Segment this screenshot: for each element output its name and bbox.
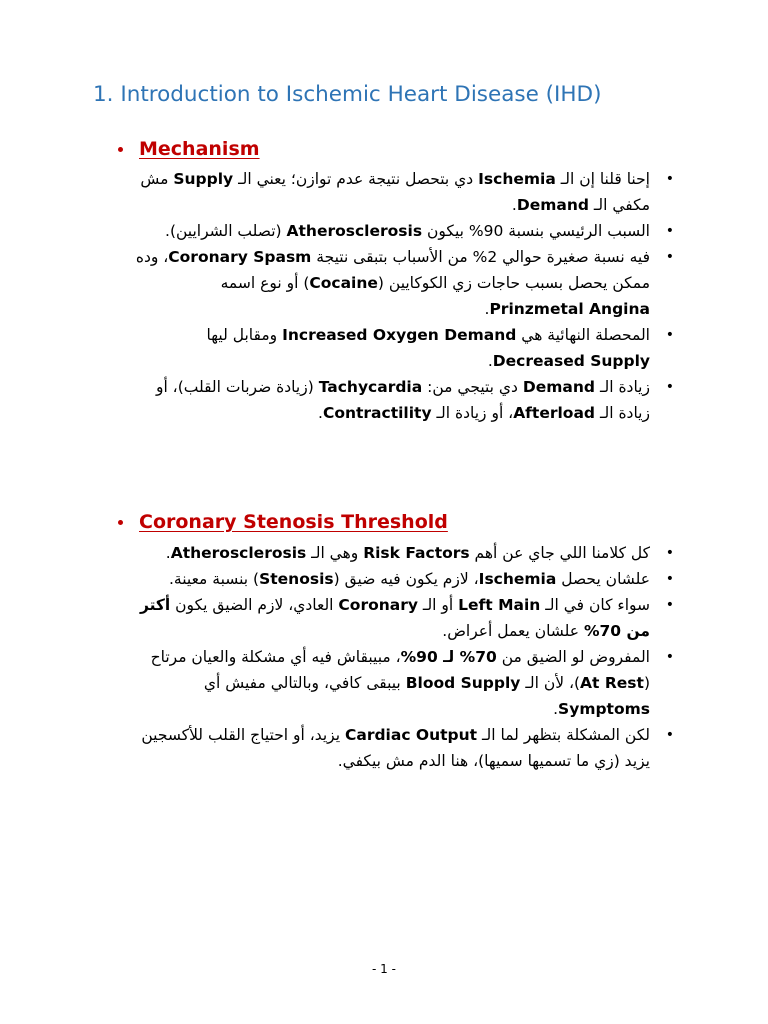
bold-term: Prinzmetal Angina (489, 300, 650, 318)
text-run: العادي، لازم الضيق يكون (170, 596, 339, 614)
section-heading-text: Mechanism (139, 138, 260, 160)
bullet-icon: • (665, 223, 674, 239)
text-run: ، أو زيادة الـ (431, 404, 514, 422)
bold-term: Coronary (338, 596, 418, 614)
text-run: لكن المشكلة بتظهر لما الـ (477, 726, 650, 744)
text-run: كل كلامنا اللي جاي عن أهم (469, 544, 650, 562)
section-heading-text: Coronary Stenosis Threshold (139, 511, 448, 533)
text-run: . (484, 300, 490, 318)
text-run: ) أو نوع اسمه (220, 274, 310, 292)
bold-term: Risk Factors (363, 544, 470, 562)
text-run: ومقابل ليها (206, 326, 283, 344)
list-item (128, 722, 674, 774)
bullet-icon: • (665, 597, 674, 613)
list-item (128, 374, 674, 426)
text-run: علشان يحصل (556, 570, 650, 588)
list-item (128, 566, 674, 592)
bold-term: Cardiac Output (344, 726, 478, 744)
text-run: . (553, 700, 559, 718)
page-number: - 1 - (372, 962, 396, 976)
bullet-icon: • (665, 171, 674, 187)
bold-term: Left Main (458, 596, 541, 614)
text-run: ، وده ممكن يحصل بسبب حاجات زي الكوكايين ( (135, 248, 650, 292)
bullet-icon: • (665, 327, 674, 343)
stenosis-list (128, 540, 674, 774)
bold-term: Supply (173, 170, 234, 188)
text-run: فيه نسبة صغيرة حوالي 2% من الأسباب بتبقى نتيجة (311, 248, 650, 266)
text-run: زيادة الـ (595, 378, 650, 396)
list-item (128, 218, 674, 244)
bold-term: Symptoms (558, 700, 650, 718)
bullet-icon: • (665, 379, 674, 395)
bold-term: Cocaine (309, 274, 378, 292)
bold-term: Blood Supply (405, 674, 521, 692)
bold-term: Ischemia (478, 570, 557, 588)
list-item (128, 592, 674, 644)
text-run: أو الـ (417, 596, 459, 614)
page-title: 1. Introduction to Ischemic Heart Disease (IHD) (93, 82, 602, 107)
bold-term: Atherosclerosis (170, 544, 307, 562)
text-run: ) بنسبة معينة. (168, 570, 260, 588)
text-run: إحنا قلنا إن الـ (555, 170, 650, 188)
section-heading-mechanism (118, 138, 260, 160)
bullet-icon (118, 520, 123, 525)
text-run: . (487, 352, 493, 370)
bold-term: Contractility (322, 404, 432, 422)
text-run: . (165, 544, 171, 562)
text-run: المفروض لو الضيق من (496, 648, 650, 666)
bullet-icon: • (665, 727, 674, 743)
bold-term: Coronary Spasm (168, 248, 312, 266)
list-item (128, 540, 674, 566)
list-item (128, 244, 674, 322)
bold-term: Demand (516, 196, 589, 214)
bullet-icon: • (665, 571, 674, 587)
bold-term: Tachycardia (318, 378, 423, 396)
bold-term: Ischemia (478, 170, 556, 188)
bullet-icon: • (665, 249, 674, 265)
bold-term: أكتر من 70% (139, 596, 650, 640)
bold-term: Afterload (513, 404, 596, 422)
bold-term: 70% لـ 90% (400, 648, 497, 666)
text-run: وهي الـ (306, 544, 364, 562)
section-heading-stenosis (118, 511, 448, 533)
bold-term: At Rest (580, 674, 644, 692)
text-run: . (511, 196, 517, 214)
list-item (128, 644, 674, 722)
text-run: (زيادة ضربات القلب)، أو زيادة الـ (155, 378, 650, 422)
mechanism-list (128, 166, 674, 426)
bold-term: Stenosis (259, 570, 334, 588)
bold-term: Increased Oxygen Demand (282, 326, 517, 344)
bullet-icon: • (665, 649, 674, 665)
list-item (128, 166, 674, 218)
bold-term: Decreased Supply (492, 352, 650, 370)
text-run: المحصلة النهائية هي (516, 326, 650, 344)
text-run: )، لأن الـ (520, 674, 581, 692)
bullet-icon: • (665, 545, 674, 561)
text-run: مش مكفي الـ (140, 170, 650, 214)
text-run: السبب الرئيسي بنسبة 90% بيكون (422, 222, 650, 240)
text-run: (تصلب الشرايين). (165, 222, 287, 240)
bullet-icon (118, 147, 123, 152)
text-run: بيبقى كافي، وبالتالي مفيش أي (203, 674, 406, 692)
list-item (128, 322, 674, 374)
text-run: . (318, 404, 323, 422)
text-run: دي بتيجي من: (422, 378, 523, 396)
text-run: دي بتحصل نتيجة عدم توازن؛ يعني الـ (233, 170, 479, 188)
text-run: سواء كان في الـ (540, 596, 650, 614)
bold-term: Demand (522, 378, 596, 396)
text-run: يزيد، أو احتياج القلب للأكسجين يزيد (زي ما تسميها سميها)، هنا الدم مش بيكفي. (141, 726, 650, 770)
bold-term: Atherosclerosis (286, 222, 423, 240)
text-run: ، مبيبقاش فيه أي مشكلة والعيان مرتاح ( (150, 648, 650, 692)
text-run: ، لازم يكون فيه ضيق ( (333, 570, 479, 588)
text-run: علشان يعمل أعراض. (442, 622, 584, 640)
